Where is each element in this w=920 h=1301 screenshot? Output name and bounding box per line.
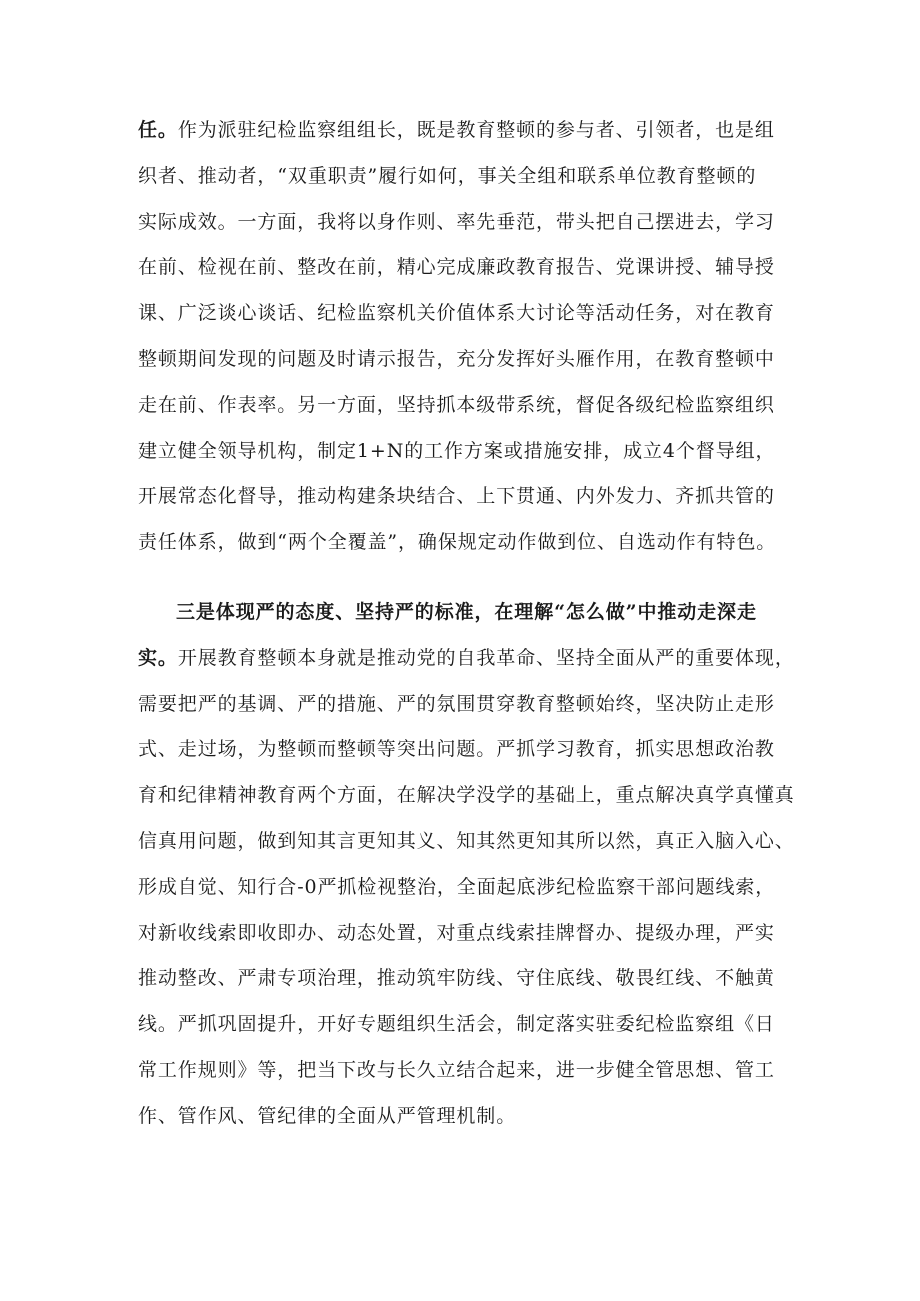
text-run: 实际成效。一方面，我将以身作则、率先垂范，带头把自己摆进去，学习 (138, 210, 775, 233)
text-run: 线。严抓巩固提升，开好专题组织生活会，制定落实驻委纪检监察组《日 (138, 1013, 775, 1036)
text-run: 常工作规则》等，把当下改与长久立结合起来，进一步健全管思想、管工 (138, 1058, 775, 1081)
text-line (138, 291, 794, 337)
text-line (138, 245, 794, 291)
section-heading: 三是体现严的态度、坚持严的标准，在理解“怎么做”中推动走深走 (176, 601, 757, 623)
text-line (138, 108, 794, 154)
text-line (138, 682, 794, 728)
text-run: 开展教育整顿本身就是推动党的自我革命、坚持全面从严的重要体现， (177, 646, 795, 669)
text-run: 对新收线索即收即办、动态处置，对重点线索挂牌督办、提级办理，严实 (138, 921, 775, 944)
text-line (138, 1094, 794, 1140)
text-line (138, 1048, 794, 1094)
text-run: 整顿期间发现的问题及时请示报告，充分发挥好头雁作用，在教育整顿中 (138, 347, 775, 370)
text-line (138, 819, 794, 865)
text-run: 在前、检视在前、整改在前，精心完成廉政教育报告、党课讲授、辅导授 (138, 256, 775, 279)
paragraph-1 (138, 108, 794, 566)
text-line (138, 911, 794, 957)
text-line (138, 474, 794, 520)
text-run: 育和纪律精神教育两个方面，在解决学没学的基础上，重点解决真学真懂真 (138, 784, 795, 807)
paragraph-2 (138, 590, 794, 1140)
bold-run: 任。 (138, 119, 178, 141)
text-line (138, 636, 794, 682)
text-run: 形成自觉、知行合-0严抓检视整治，全面起底涉纪检监察干部问题线索， (138, 875, 776, 898)
text-line (138, 773, 794, 819)
text-run: 式、走过场，为整顿而整顿等突出问题。严抓学习教育，抓实思想政治教 (138, 738, 775, 761)
text-line (138, 337, 794, 383)
text-line (138, 865, 794, 911)
text-run: 开展常态化督导，推动构建条块结合、上下贯通、内外发力、齐抓共管的 (138, 485, 775, 508)
text-run: 课、广泛谈心谈话、纪检监察机关价值体系大讨论等活动任务，对在教育 (138, 302, 775, 325)
text-line (138, 727, 794, 773)
text-run: 推动整改、严肃专项治理，推动筑牢防线、守住底线、敬畏红线、不触黄 (138, 967, 775, 990)
bold-run: 实。 (138, 646, 178, 669)
text-line (138, 590, 794, 636)
text-line (138, 154, 794, 200)
text-line (138, 383, 794, 429)
text-run: 责任体系，做到“两个全覆盖”，确保规定动作做到位、自选动作有特色。 (138, 531, 777, 554)
text-line (138, 956, 794, 1002)
text-line (138, 200, 794, 246)
text-run: 建立健全领导机构，制定1+N的工作方案或措施安排，成立4个督导组， (138, 439, 776, 462)
text-line (138, 429, 794, 475)
text-run: 走在前、作表率。另一方面，坚持抓本级带系统，督促各级纪检监察组织 (138, 393, 775, 416)
text-line (138, 1002, 794, 1048)
text-run: 作、管作风、管纪律的全面从严管理机制。 (138, 1104, 517, 1127)
text-run: 作为派驻纪检监察组组长，既是教育整顿的参与者、引领者，也是组 (177, 119, 775, 141)
text-run: 需要把严的基调、严的措施、严的氛围贯穿教育整顿始终，坚决防止走形 (138, 692, 775, 715)
text-run: 织者、推动者，“双重职责”履行如何，事关全组和联系单位教育整顿的 (138, 164, 757, 187)
text-line (138, 520, 794, 566)
text-run: 信真用问题，做到知其言更知其义、知其然更知其所以然，真正入脑入心、 (138, 829, 795, 852)
